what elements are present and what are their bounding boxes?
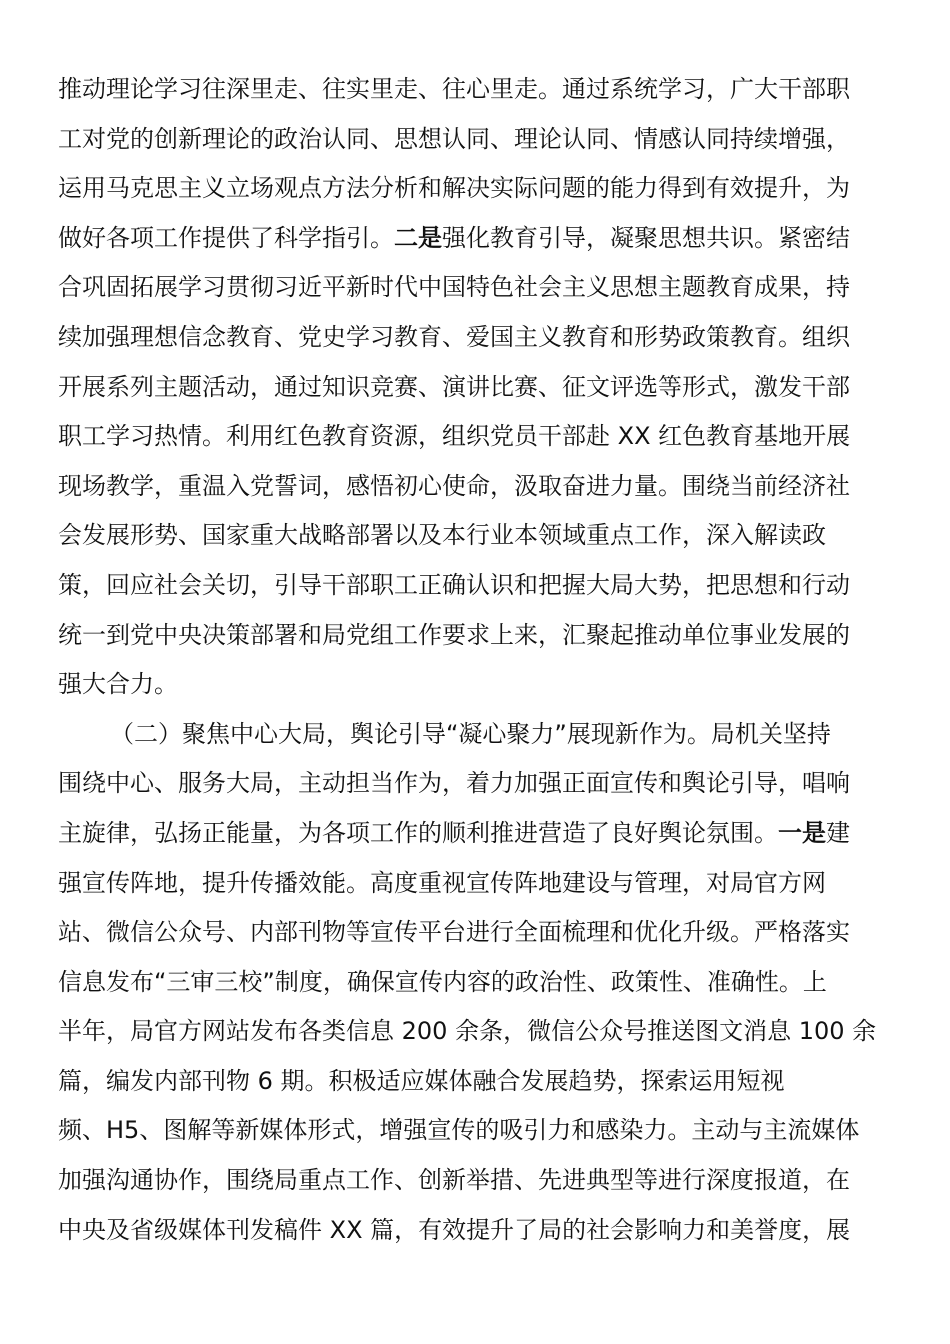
body-text: 建 <box>826 818 850 847</box>
text-line <box>58 761 898 811</box>
text-line <box>58 513 898 563</box>
text-line <box>58 67 898 117</box>
text-line <box>58 613 898 663</box>
body-text: （二）聚焦中心大局，舆论引导“凝心聚力”展现新作为。局机关坚持 <box>110 719 831 748</box>
text-line <box>58 1009 898 1059</box>
body-text: 开展系列主题活动，通过知识竞赛、演讲比赛、征文评选等形式，激发干部 <box>58 372 850 401</box>
emphasis-text: 二是 <box>394 223 442 252</box>
body-text: 篇，编发内部刊物 6 期。积极适应媒体融合发展趋势，探索运用短视 <box>58 1066 785 1095</box>
text-line <box>58 216 898 266</box>
text-line <box>58 1208 898 1258</box>
text-line <box>58 960 898 1010</box>
body-text: 续加强理想信念教育、党史学习教育、爱国主义教育和形势政策教育。组织 <box>58 322 850 351</box>
text-line <box>58 811 898 861</box>
body-text: 推动理论学习往深里走、往实里走、往心里走。通过系统学习，广大干部职 <box>58 75 850 103</box>
text-line <box>58 365 898 415</box>
body-text: 做好各项工作提供了科学指引。 <box>58 223 394 252</box>
body-text: 工对党的创新理论的政治认同、思想认同、理论认同、情感认同持续增强， <box>58 124 850 153</box>
body-text: 频、H5、图解等新媒体形式，增强宣传的吸引力和感染力。主动与主流媒体 <box>58 1116 860 1145</box>
text-line <box>58 563 898 613</box>
text-line <box>58 662 898 712</box>
text-line <box>58 861 898 911</box>
body-text: 统一到党中央决策部署和局党组工作要求上来，汇聚起推动单位事业发展的 <box>58 620 850 649</box>
body-text: 合巩固拓展学习贯彻习近平新时代中国特色社会主义思想主题教育成果，持 <box>58 273 850 302</box>
document-body <box>58 67 898 1257</box>
text-line <box>58 117 898 167</box>
body-text: 主旋律，弘扬正能量，为各项工作的顺利推进营造了良好舆论氛围。 <box>58 818 778 847</box>
text-line <box>58 1059 898 1109</box>
text-line <box>58 1158 898 1208</box>
body-text: 半年，局官方网站发布各类信息 200 余条，微信公众号推送图文消息 100 余 <box>58 1017 877 1046</box>
body-text: 信息发布“三审三校”制度，确保宣传内容的政治性、政策性、准确性。上 <box>58 967 827 996</box>
text-line <box>58 315 898 365</box>
body-text: 站、微信公众号、内部刊物等宣传平台进行全面梳理和优化升级。严格落实 <box>58 918 850 947</box>
text-line <box>58 414 898 464</box>
text-line <box>58 265 898 315</box>
text-line <box>58 464 898 514</box>
text-line <box>58 166 898 216</box>
body-text: 强大合力。 <box>58 670 178 699</box>
body-text: 会发展形势、国家重大战略部署以及本行业本领域重点工作，深入解读政 <box>58 521 826 550</box>
body-text: 运用马克思主义立场观点方法分析和解决实际问题的能力得到有效提升，为 <box>58 174 850 203</box>
body-text: 职工学习热情。利用红色教育资源，组织党员干部赴 XX 红色教育基地开展 <box>58 422 851 451</box>
body-text: 中央及省级媒体刊发稿件 XX 篇，有效提升了局的社会影响力和美誉度，展 <box>58 1215 851 1244</box>
body-text: 现场教学，重温入党誓词，感悟初心使命，汲取奋进力量。围绕当前经济社 <box>58 471 850 500</box>
body-text: 加强沟通协作，围绕局重点工作、创新举措、先进典型等进行深度报道，在 <box>58 1166 850 1195</box>
text-line <box>58 1108 898 1158</box>
paragraph-heading-line <box>58 712 898 762</box>
text-line <box>58 910 898 960</box>
body-text: 围绕中心、服务大局，主动担当作为，着力加强正面宣传和舆论引导，唱响 <box>58 769 850 798</box>
body-text: 策，回应社会关切，引导干部职工正确认识和把握大局大势，把思想和行动 <box>58 570 850 599</box>
emphasis-text: 一是 <box>778 818 826 847</box>
body-text: 强宣传阵地，提升传播效能。高度重视宣传阵地建设与管理，对局官方网 <box>58 868 826 897</box>
body-text: 强化教育引导，凝聚思想共识。紧密结 <box>442 223 850 252</box>
